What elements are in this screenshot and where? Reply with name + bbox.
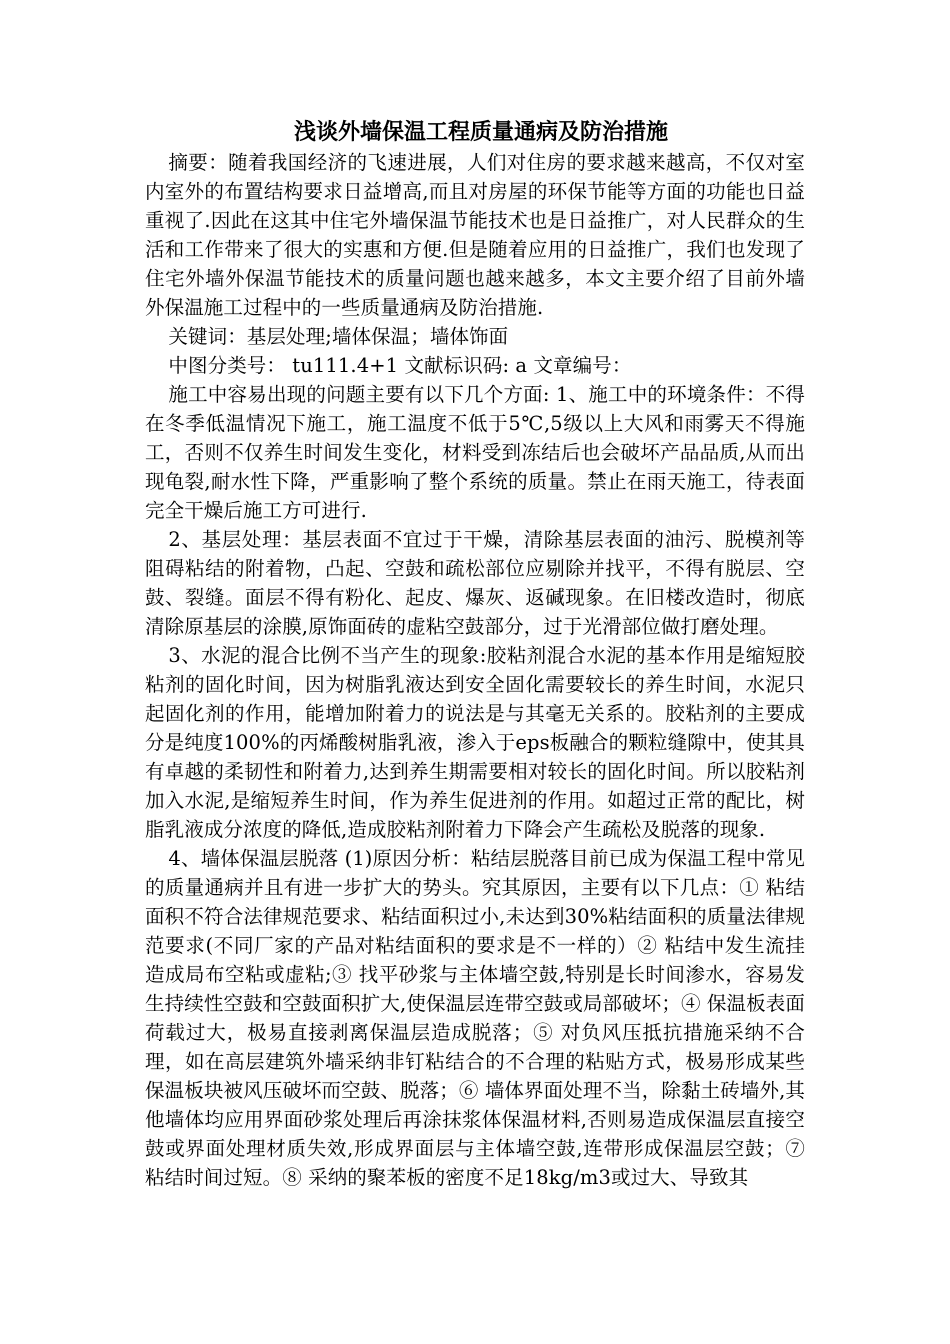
body-paragraph-2: 2、基层处理：基层表面不宜过于干燥，清除基层表面的油污、脱模剂等阻碍粘结的附着物，凸起、空鼓和疏松部位应剔除并找平，不得有脱层、空鼓、裂缝。面层不得有粉化、起皮、爆灰、返碱现象。在旧楼改造时，彻底清除原基层的涂膜,原饰面砖的虚粘空鼓部分，过于光滑部位做打磨处理。 bbox=[145, 528, 805, 638]
document-title: 浅谈外墙保温工程质量通病及防治措施 bbox=[293, 120, 668, 145]
body-paragraph-4: 4、墙体保温层脱落 (1)原因分析：粘结层脱落目前已成为保温工程中常见的质量通病并且有进一步扩大的势头。究其原因，主要有以下几点：① 粘结面积不符合法律规范要求、粘结面积过小,未达到30%粘结面积的质量法律规范要求(不同厂家的产品对粘结面积的要求是不一样的）② 粘结中发生流挂造成局布空粘或虚粘;③ 找平砂浆与主体墙空鼓,特别是长时间渗水，容易发生持续性空鼓和空鼓面积扩大,使保温层连带空鼓或局部破坏；④ 保温板表面荷载过大，极易直接剥离保温层造成脱落；⑤ 对负风压抵抗措施采纳不合理，如在高层建筑外墙采纳非钉粘结合的不合理的粘贴方式，极易形成某些保温板块被风压破坏而空鼓、脱落；⑥ 墙体界面处理不当，除黏土砖墙外,其他墙体均应用界面砂浆处理后再涂抹浆体保温材料,否则易造成保温层直接空鼓或界面处理材质失效,形成界面层与主体墙空鼓,连带形成保温层空鼓；⑦ 粘结时间过短。⑧ 采纳的聚苯板的密度不足18kg/m3或过大、导致其 bbox=[145, 847, 805, 1189]
document-body bbox=[145, 118, 805, 1192]
body-paragraph-1: 施工中容易出现的问题主要有以下几个方面: 1、施工中的环境条件：不得在冬季低温情况下施工，施工温度不低于5℃,5级以上大风和雨雾天不得施工，否则不仅养生时间发生变化，材料受到冻结后也会破坏产品品质,从而出现龟裂,耐水性下降，严重影响了整个系统的质量。禁止在雨天施工，待表面完全干燥后施工方可进行. bbox=[145, 383, 805, 522]
classification-paragraph: 中图分类号： tu111.4+1 文献标识码: a 文章编号： bbox=[168, 354, 632, 377]
keywords-paragraph: 关键词：基层处理;墙体保温；墙体饰面 bbox=[168, 325, 509, 348]
abstract-paragraph: 摘要：随着我国经济的飞速进展，人们对住房的要求越来越高，不仅对室内室外的布置结构要求日益增高,而且对房屋的环保节能等方面的功能也日益重视了.因此在这其中住宅外墙保温节能技术也是日益推广，对人民群众的生活和工作带来了很大的实惠和方便.但是随着应用的日益推广，我们也发现了住宅外墙外保温节能技术的质量问题也越来越多，本文主要介绍了目前外墙外保温施工过程中的一些质量通病及防治措施. bbox=[145, 151, 805, 319]
body-paragraph-3: 3、水泥的混合比例不当产生的现象:胶粘剂混合水泥的基本作用是缩短胶粘剂的固化时间，因为树脂乳液达到安全固化需要较长的养生时间，水泥只起固化剂的作用，能增加附着力的说法是与其毫无关系的。胶粘剂的主要成分是纯度100%的丙烯酸树脂乳液，渗入于eps板融合的颗粒缝隙中，使其具有卓越的柔韧性和附着力,达到养生期需要相对较长的固化时间。所以胶粘剂加入水泥,是缩短养生时间，作为养生促进剂的作用。如超过正常的配比，树脂乳液成分浓度的降低,造成胶粘剂附着力下降会产生疏松及脱落的现象. bbox=[145, 644, 805, 841]
